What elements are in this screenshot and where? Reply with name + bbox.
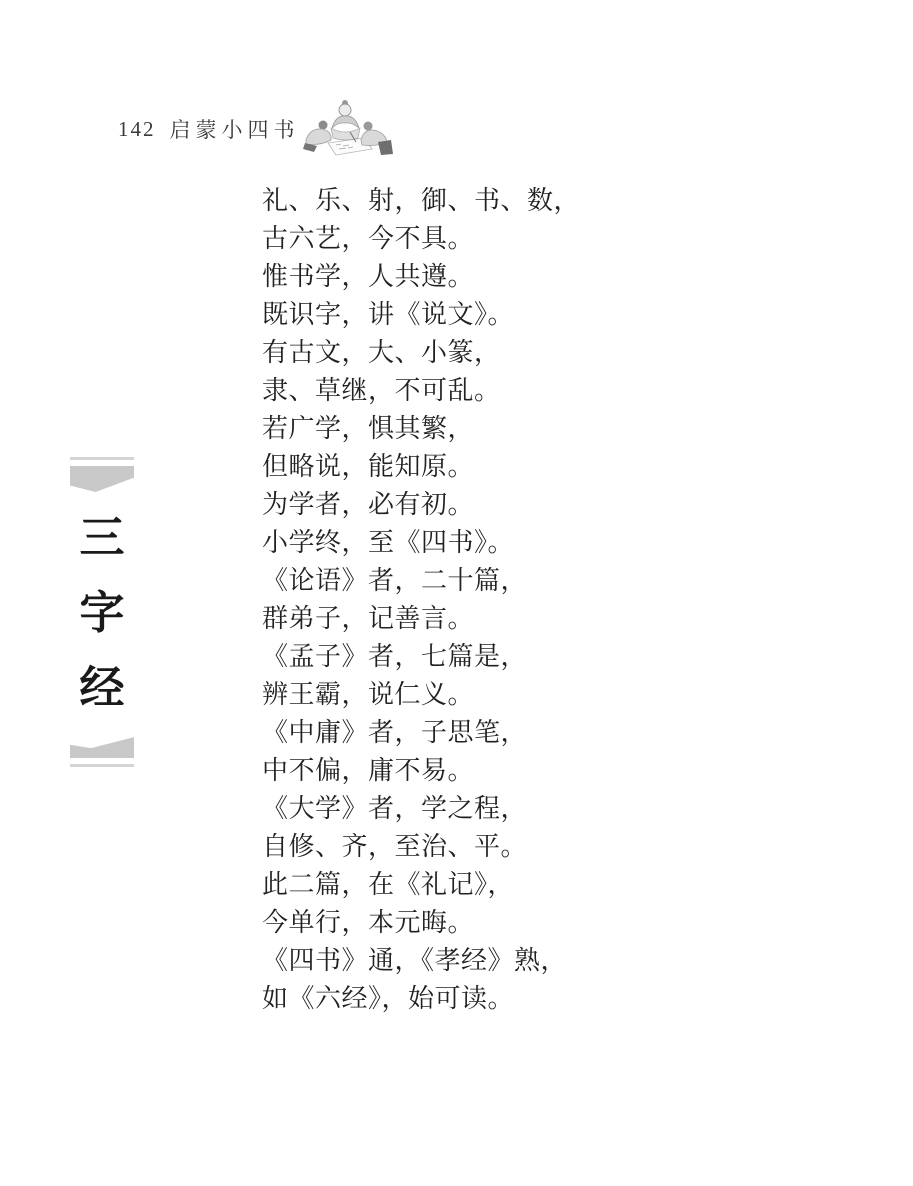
verse-text-block xyxy=(262,182,581,1018)
verse-line: 此二篇，在《礼记》， xyxy=(262,870,515,899)
verse-line: 《孟子》者，七篇是， xyxy=(262,642,528,671)
verse-line: 古六艺，今不具。 xyxy=(262,224,475,253)
verse-line: 若广学，惧其繁， xyxy=(262,414,475,443)
verse-line: 但略说，能知原。 xyxy=(262,452,475,481)
chapter-sidebar xyxy=(70,457,134,767)
verse-line: 小学终，至《四书》。 xyxy=(262,528,515,557)
verse-line: 中不偏，庸不易。 xyxy=(262,756,475,785)
chapter-title-vertical xyxy=(70,514,134,712)
ornament-line-bottom xyxy=(70,764,134,767)
ornament-ribbon-top xyxy=(70,466,134,492)
ornament-line-top xyxy=(70,457,134,460)
verse-line: 《大学》者，学之程， xyxy=(262,794,528,823)
verse-line: 辨王霸，说仁义。 xyxy=(262,680,475,709)
verse-line: 既识字，讲《说文》。 xyxy=(262,300,515,329)
verse-line: 为学者，必有初。 xyxy=(262,490,475,519)
verse-line: 《四书》通，《孝经》熟， xyxy=(262,946,568,975)
verse-line: 礼、乐、射，御、书、数， xyxy=(262,186,581,215)
chapter-title-char: 经 xyxy=(79,663,125,713)
ornament-ribbon-bottom xyxy=(70,736,134,758)
page-number: 142 xyxy=(118,116,156,141)
verse-line: 有古文，大、小篆， xyxy=(262,338,501,367)
chapter-title-char: 三 xyxy=(79,513,125,563)
verse-line: 群弟子，记善言。 xyxy=(262,604,475,633)
verse-line: 《中庸》者，子思笔， xyxy=(262,718,528,747)
verse-line: 自修、齐，至治、平。 xyxy=(262,832,528,861)
chapter-title-char: 字 xyxy=(79,588,125,638)
scholar-teaching-children-illustration-icon xyxy=(298,98,396,160)
verse-line: 惟书学，人共遵。 xyxy=(262,262,475,291)
book-title: 启蒙小四书 xyxy=(169,118,300,142)
page-header xyxy=(118,112,300,146)
verse-line: 如《六经》，始可读。 xyxy=(262,984,515,1013)
verse-line: 《论语》者，二十篇， xyxy=(262,566,528,595)
verse-line: 今单行，本元晦。 xyxy=(262,908,475,937)
verse-line: 隶、草继，不可乱。 xyxy=(262,376,501,405)
